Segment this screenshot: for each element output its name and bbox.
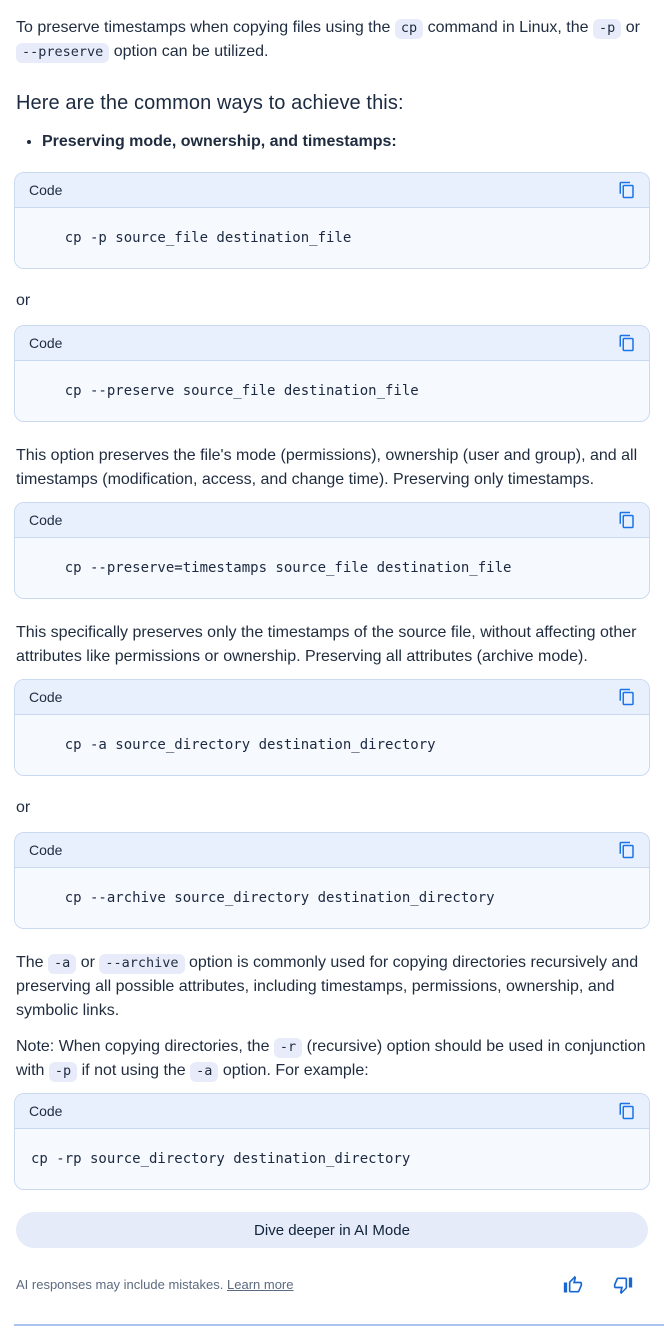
- paragraph-mode: This option preserves the file's mode (permissions), ownership (user and group), and all timestamps (modification, access, and change time). Preserving only timestamps.: [16, 447, 638, 488]
- bottom-divider: [14, 1324, 664, 1326]
- inline-code-p-flag: -p: [49, 1062, 77, 1082]
- code-block-2: [14, 325, 650, 422]
- ai-overview-panel: [0, 16, 664, 1326]
- dive-deeper-button[interactable]: Dive deeper in AI Mode: [16, 1212, 648, 1248]
- disclaimer-text: AI responses may include mistakes. Learn more: [16, 1277, 294, 1292]
- note-text-1: Note: When copying directories, the: [16, 1038, 274, 1055]
- code-block-header: [15, 680, 649, 715]
- inline-code-preserve-flag: --preserve: [16, 43, 109, 63]
- inline-code-r-flag: -r: [274, 1038, 302, 1058]
- or-connector: or: [16, 292, 31, 309]
- code-block-title: Code: [29, 512, 63, 528]
- footer: [16, 1274, 648, 1296]
- code-block-header: [15, 833, 649, 868]
- code-content: cp -p source_file destination_file: [15, 208, 649, 268]
- code-block-title: Code: [29, 335, 63, 351]
- intro-paragraph: [16, 16, 648, 64]
- code-content: cp --preserve source_file destination_file: [15, 361, 649, 421]
- copy-icon: [618, 841, 636, 859]
- inline-code-p-flag: -p: [593, 19, 621, 39]
- code-block-4: [14, 679, 650, 776]
- copy-icon: [618, 334, 636, 352]
- code-block-header: [15, 1094, 649, 1129]
- intro-text-2: command in Linux, the: [423, 19, 593, 36]
- inline-code-a-flag: -a: [48, 954, 76, 974]
- thumbs-up-button[interactable]: [562, 1274, 584, 1296]
- inline-code-a-flag: -a: [190, 1062, 218, 1082]
- archive-text-1: The: [16, 954, 49, 971]
- copy-button[interactable]: [617, 510, 637, 530]
- learn-more-link[interactable]: Learn more: [227, 1277, 294, 1292]
- feedback-controls: [562, 1274, 648, 1296]
- code-block-title: Code: [29, 1103, 63, 1119]
- code-block-title: Code: [29, 182, 63, 198]
- note-text-3: if not using the: [77, 1062, 191, 1079]
- copy-button[interactable]: [617, 333, 637, 353]
- code-content: cp --preserve=timestamps source_file destination_file: [15, 538, 649, 598]
- code-content: cp -rp source_directory destination_directory: [15, 1129, 649, 1189]
- copy-icon: [618, 511, 636, 529]
- copy-button[interactable]: [617, 180, 637, 200]
- note-text-2: (recursive) option should be used in conjunction with: [16, 1038, 646, 1079]
- thumb-down-icon: [613, 1275, 633, 1295]
- note-text-4: option. For example:: [218, 1062, 369, 1079]
- code-block-header: [15, 173, 649, 208]
- archive-text-2: or: [76, 954, 100, 971]
- code-block-title: Code: [29, 842, 63, 858]
- list-item-preserving-mode: • Preserving mode, ownership, and timestamps:: [42, 130, 648, 154]
- code-block-header: [15, 326, 649, 361]
- intro-text-1: To preserve timestamps when copying files using the: [16, 19, 395, 36]
- code-block-5: [14, 832, 650, 929]
- paragraph-timestamps-only: This specifically preserves only the timestamps of the source file, without affecting other attributes like permissions or ownership. Preserving all attributes (archive mode).: [16, 624, 637, 665]
- intro-text-3: or: [621, 19, 640, 36]
- copy-button[interactable]: [617, 1101, 637, 1121]
- bullet-list: [16, 130, 648, 154]
- copy-button[interactable]: [617, 840, 637, 860]
- paragraph-note: [16, 1035, 648, 1083]
- code-block-header: [15, 503, 649, 538]
- thumb-up-icon: [563, 1275, 583, 1295]
- copy-icon: [618, 181, 636, 199]
- code-block-3: [14, 502, 650, 599]
- code-block-title: Code: [29, 689, 63, 705]
- code-block-1: [14, 172, 650, 269]
- thumbs-down-button[interactable]: [612, 1274, 634, 1296]
- inline-code-cp: cp: [395, 19, 423, 39]
- code-content: cp --archive source_directory destination_directory: [15, 868, 649, 928]
- code-block-6: [14, 1093, 650, 1190]
- copy-button[interactable]: [617, 687, 637, 707]
- copy-icon: [618, 1102, 636, 1120]
- inline-code-archive-flag: --archive: [99, 954, 184, 974]
- section-heading: Here are the common ways to achieve this:: [16, 92, 404, 114]
- copy-icon: [618, 688, 636, 706]
- code-content: cp -a source_directory destination_directory: [15, 715, 649, 775]
- or-connector: or: [16, 799, 31, 816]
- intro-text-4: option can be utilized.: [109, 43, 269, 60]
- paragraph-archive: [16, 951, 648, 1023]
- archive-text-3: option is commonly used for copying directories recursively and preserving all possible attributes, including timestamps, permissions, ownership, and symbolic links.: [16, 954, 639, 1019]
